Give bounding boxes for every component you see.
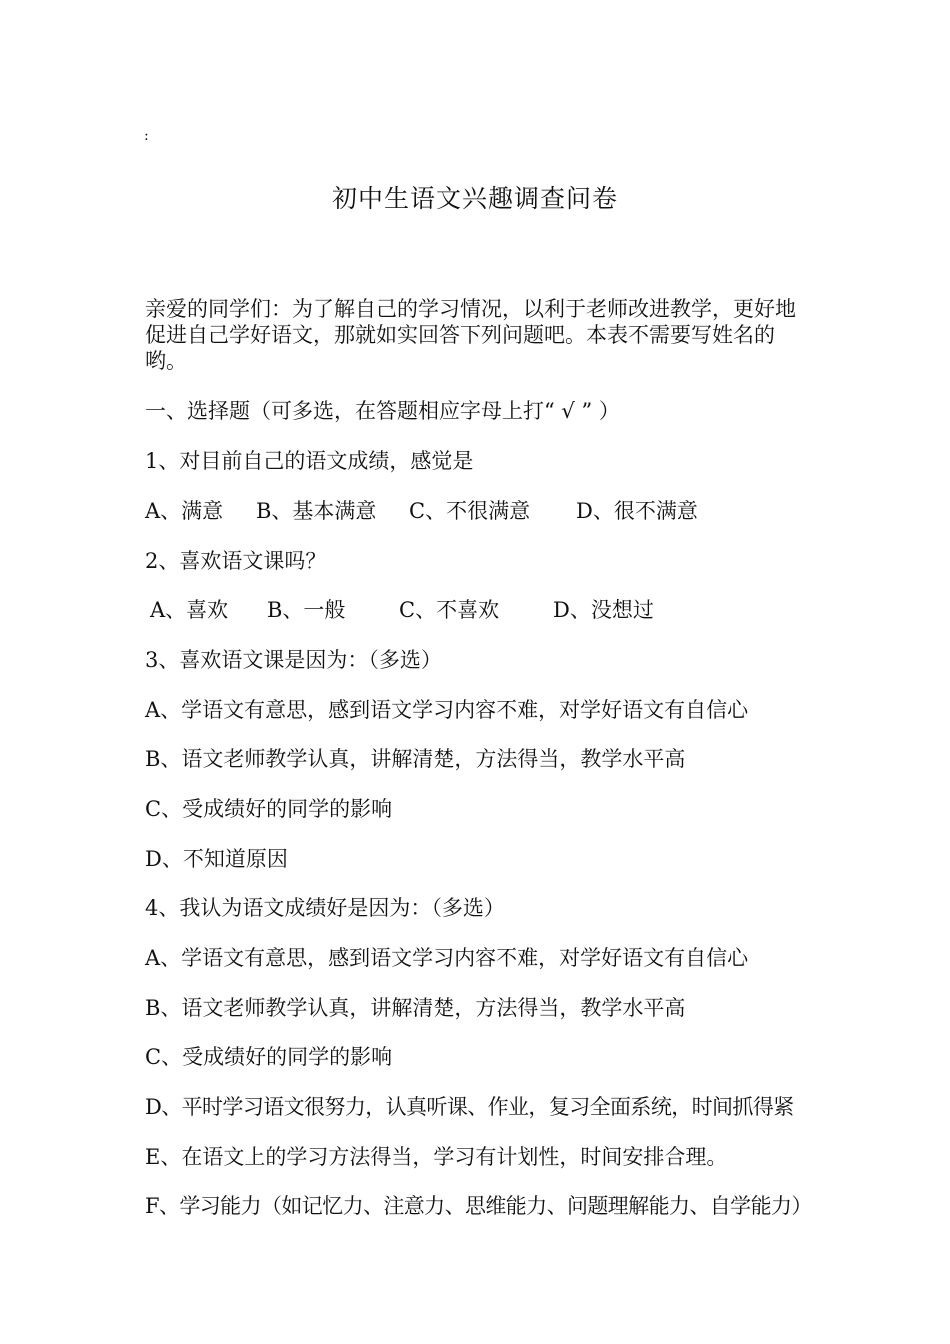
q3-option-b[interactable]: B、语文老师教学认真，讲解清楚，方法得当，教学水平高 [145, 747, 686, 771]
q1-option-a[interactable]: A、满意 [145, 499, 224, 523]
q3-option-a[interactable]: A、学语文有意思，感到语文学习内容不难，对学好语文有自信心 [145, 698, 749, 722]
q4-option-d[interactable]: D、平时学习语文很努力，认真听课、作业，复习全面系统，时间抓得紧 [145, 1095, 794, 1119]
question-4: 4、我认为语文成绩好是因为：（多选） [145, 896, 505, 920]
q4-option-a[interactable]: A、学语文有意思，感到语文学习内容不难，对学好语文有自信心 [145, 946, 749, 970]
q3-option-d[interactable]: D、不知道原因 [145, 847, 288, 871]
question-1: 1、对目前自己的语文成绩，感觉是 [145, 449, 474, 473]
q4-option-e[interactable]: E、在语文上的学习方法得当，学习有计划性，时间安排合理。 [145, 1145, 728, 1169]
question-3: 3、喜欢语文课是因为：（多选） [145, 648, 442, 672]
q4-option-b[interactable]: B、语文老师教学认真，讲解清楚，方法得当，教学水平高 [145, 996, 686, 1020]
q2-option-a[interactable]: A、喜欢 [150, 598, 229, 622]
q1-option-b[interactable]: B、基本满意 [256, 499, 377, 523]
section-heading: 一、选择题（可多选，在答题相应字母上打“ √ ” ） [145, 399, 620, 423]
q1-option-d[interactable]: D、很不满意 [576, 499, 698, 523]
question-2-options [150, 597, 654, 623]
q2-option-d[interactable]: D、没想过 [553, 598, 654, 622]
q4-option-f[interactable]: F、学习能力（如记忆力、注意力、思维能力、问题理解能力、自学能力） [145, 1194, 812, 1218]
q3-option-c[interactable]: C、受成绩好的同学的影响 [145, 797, 393, 821]
q1-option-c[interactable]: C、不很满意 [409, 499, 531, 523]
question-2: 2、喜欢语文课吗？ [145, 549, 327, 573]
q4-option-c[interactable]: C、受成绩好的同学的影响 [145, 1045, 393, 1069]
intro-paragraph: 亲爱的同学们：为了解自己的学习情况，以利于老师改进教学，更好地促进自己学好语文，那就如实回答下列问题吧。本表不需要写姓名的哟。 [145, 297, 796, 373]
q2-option-b[interactable]: B、一般 [267, 598, 346, 622]
page-title: 初中生语文兴趣调查问卷 [331, 184, 618, 213]
q2-option-c[interactable]: C、不喜欢 [399, 598, 500, 622]
corner-mark: : [144, 128, 149, 144]
question-1-options [145, 498, 698, 524]
